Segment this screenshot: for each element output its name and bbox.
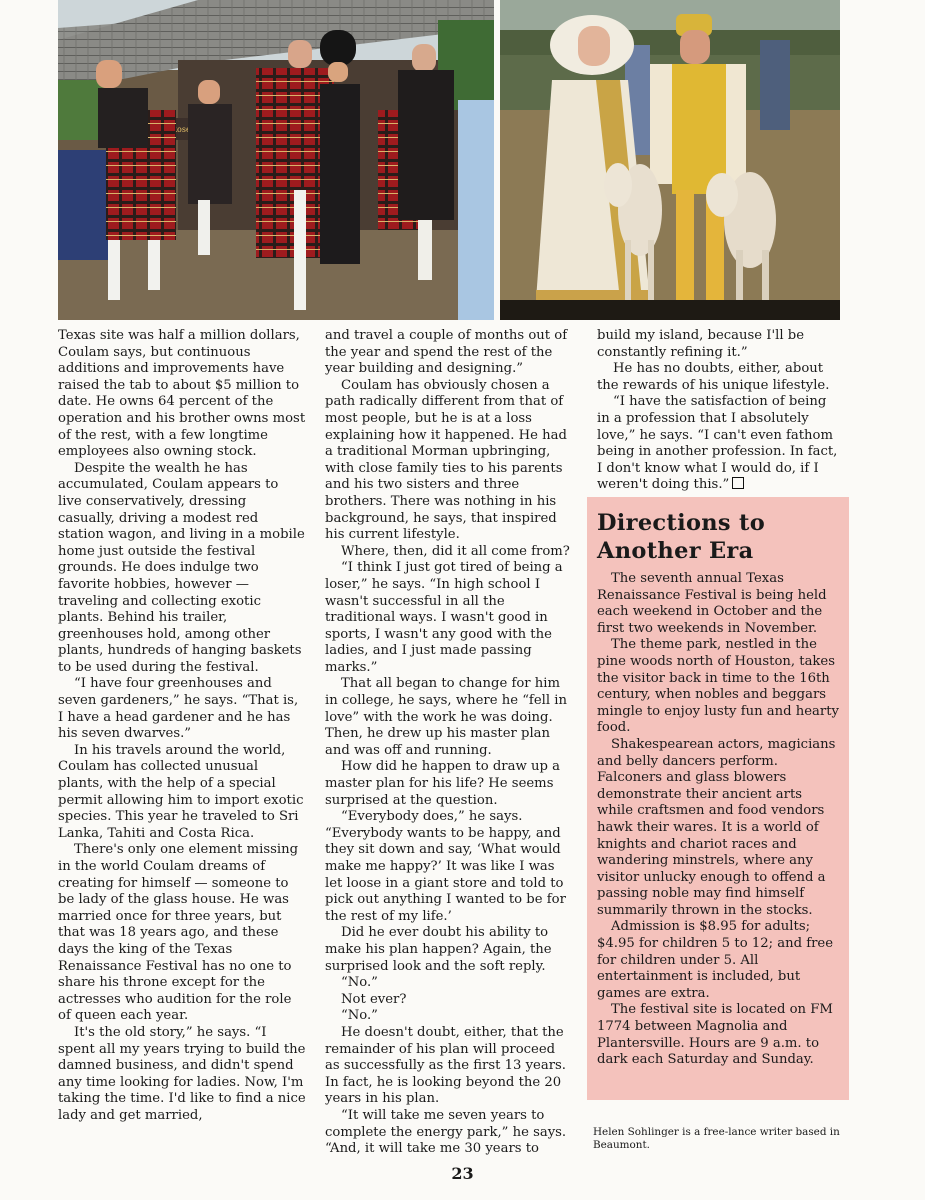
paragraph: “Everybody does,” he says. “Everybody wants to be happy, and they sit down and say, ‘What would make me happy?’ It was like I was let loose in a giant store and told to pick out anything I wanted to be for the rest of my life.’ [325, 809, 566, 924]
paragraph: In his travels around the world, Coulam has collected unusual plants, with the help of a special permit allowing him to import exotic species. This year he traveled to Sri Lanka, Tahiti and Costa Rica. [58, 742, 304, 841]
photo-bagpipers [58, 0, 494, 320]
article-column-3 [597, 328, 842, 494]
paragraph-final: “I have the satisfaction of being in a profession that I absolutely love,” he says. “I can't even fathom being in another profession. In fact, I don't know what I would do, if I weren't doing this.” [597, 394, 838, 493]
sidebar-paragraph: Shakespearean actors, magicians and belly dancers perform. Falconers and glass blowers demonstrate their ancient arts while craftsmen and food vendors hawk their wares. It is a world of knights and chariot races and wandering minstrels, where any visitor unlucky enough to offend a passing noble may find himself summarily thrown in the stocks. [597, 736, 836, 918]
paragraph: “It will take me seven years to complete the energy park,” he says. “And, it will take me 30 years to [325, 1107, 567, 1157]
sidebar-paragraph: The festival site is located on FM 1774 between Magnolia and Plantersville. Hours are 9 a.m. to dark each Saturday and Sunday. [597, 1002, 833, 1068]
photo-couple-with-dogs [500, 0, 840, 320]
article-column-1 [58, 328, 306, 1125]
article-column-2 [325, 328, 573, 1158]
sidebar-paragraph: Admission is $8.95 for adults; $4.95 for children 5 to 12; and free for children under 5. All entertainment is included, but games are extra. [597, 919, 834, 1001]
paragraph: It's the old story,” he says. “I spent all my years trying to build the damned business, and didn't spend any time looking for ladies. Now, I'm taking the time. I'd like to find a nice lady and get married, [58, 1024, 306, 1123]
sidebar-title: Directions to Another Era [597, 510, 766, 564]
paragraph: “No.” [341, 1008, 378, 1024]
end-mark-icon [732, 477, 744, 489]
paragraph: How did he happen to draw up a master plan for his life? He seems surprised at the question. [325, 759, 560, 808]
paragraph: and travel a couple of months out of the year and spend the rest of the year building and designing.” [325, 328, 568, 377]
paragraph: He doesn't doubt, either, that the remainder of his plan will proceed as successfully as the first 13 years. In fact, he is looking beyond the 20 years in his plan. [325, 1024, 566, 1107]
paragraph: He has no doubts, either, about the rewards of his unique lifestyle. [597, 361, 830, 393]
paragraph: “I think I just got tired of being a loser,” he says. “In high school I wasn't successful in all the traditional ways. I wasn't good in sports, I wasn't any good with the ladies, and I just made passing marks.” [325, 560, 563, 675]
paragraph: “No.” [341, 975, 378, 991]
paragraph: Texas site was half a million dollars, Coulam says, but continuous additions and improvements have raised the tab to about $5 million to date. He owns 64 percent of the operation and his brother owns most of the rest, with a few longtime employees also owning stock. [58, 328, 306, 460]
page-number: 23 [451, 1164, 474, 1183]
paragraph: Not ever? [341, 991, 407, 1007]
paragraph: There's only one element missing in the world Coulam dreams of creating for himself — someone to be lady of the glass house. He was married once for three years, but that was 18 years ago, and these days the king of the Texas Renaissance Festival has no one to share his throne except for the actresses who audition for the role of queen each year. [58, 842, 299, 1024]
paragraph: Did he ever doubt his ability to make his plan happen? Again, the surprised look and the soft reply. [325, 925, 552, 974]
shop-sign: Rose [171, 125, 191, 134]
paragraph: Despite the wealth he has accumulated, Coulam appears to live conservatively, dressing casually, driving a modest red station wagon, and living in a mobile home just outside the festival grounds. He does indulge two favorite hobbies, however — traveling and collecting exotic plants. Behind his trailer, greenhouses hold, among other plants, hundreds of hanging baskets to be used during the festival. [58, 460, 305, 675]
sidebar-paragraph: The seventh annual Texas Renaissance Festival is being held each weekend in October and the first two weekends in November. [597, 571, 827, 636]
sidebar-paragraph: The theme park, nestled in the pine woods north of Houston, takes the visitor back in time to the 16th century, when nobles and beggars mingle to enjoy lusty fun and hearty food. [597, 637, 839, 736]
paragraph: “I have four greenhouses and seven gardeners,” he says. “That is, I have a head gardener and he has his seven dwarves.” [58, 676, 299, 742]
sidebar-box [587, 497, 849, 1100]
paragraph: Where, then, did it all come from? [341, 543, 570, 559]
paragraph: Coulam has obviously chosen a path radically different from that of most people, but he is at a loss explaining how it happened. He had a traditional Morman upbringing, with close family ties to his parents and his two sisters and three brothers. There was nothing in his background, he says, that inspired his current lifestyle. [325, 377, 567, 543]
paragraph: build my island, because I'll be constantly refining it.” [597, 328, 804, 360]
paragraph: That all began to change for him in college, he says, where he “fell in love” with the work he was doing. Then, he drew up his master plan and was off and running. [325, 676, 567, 758]
author-byline: Helen Sohlinger is a free-lance writer based in Beaumont. [593, 1126, 840, 1151]
